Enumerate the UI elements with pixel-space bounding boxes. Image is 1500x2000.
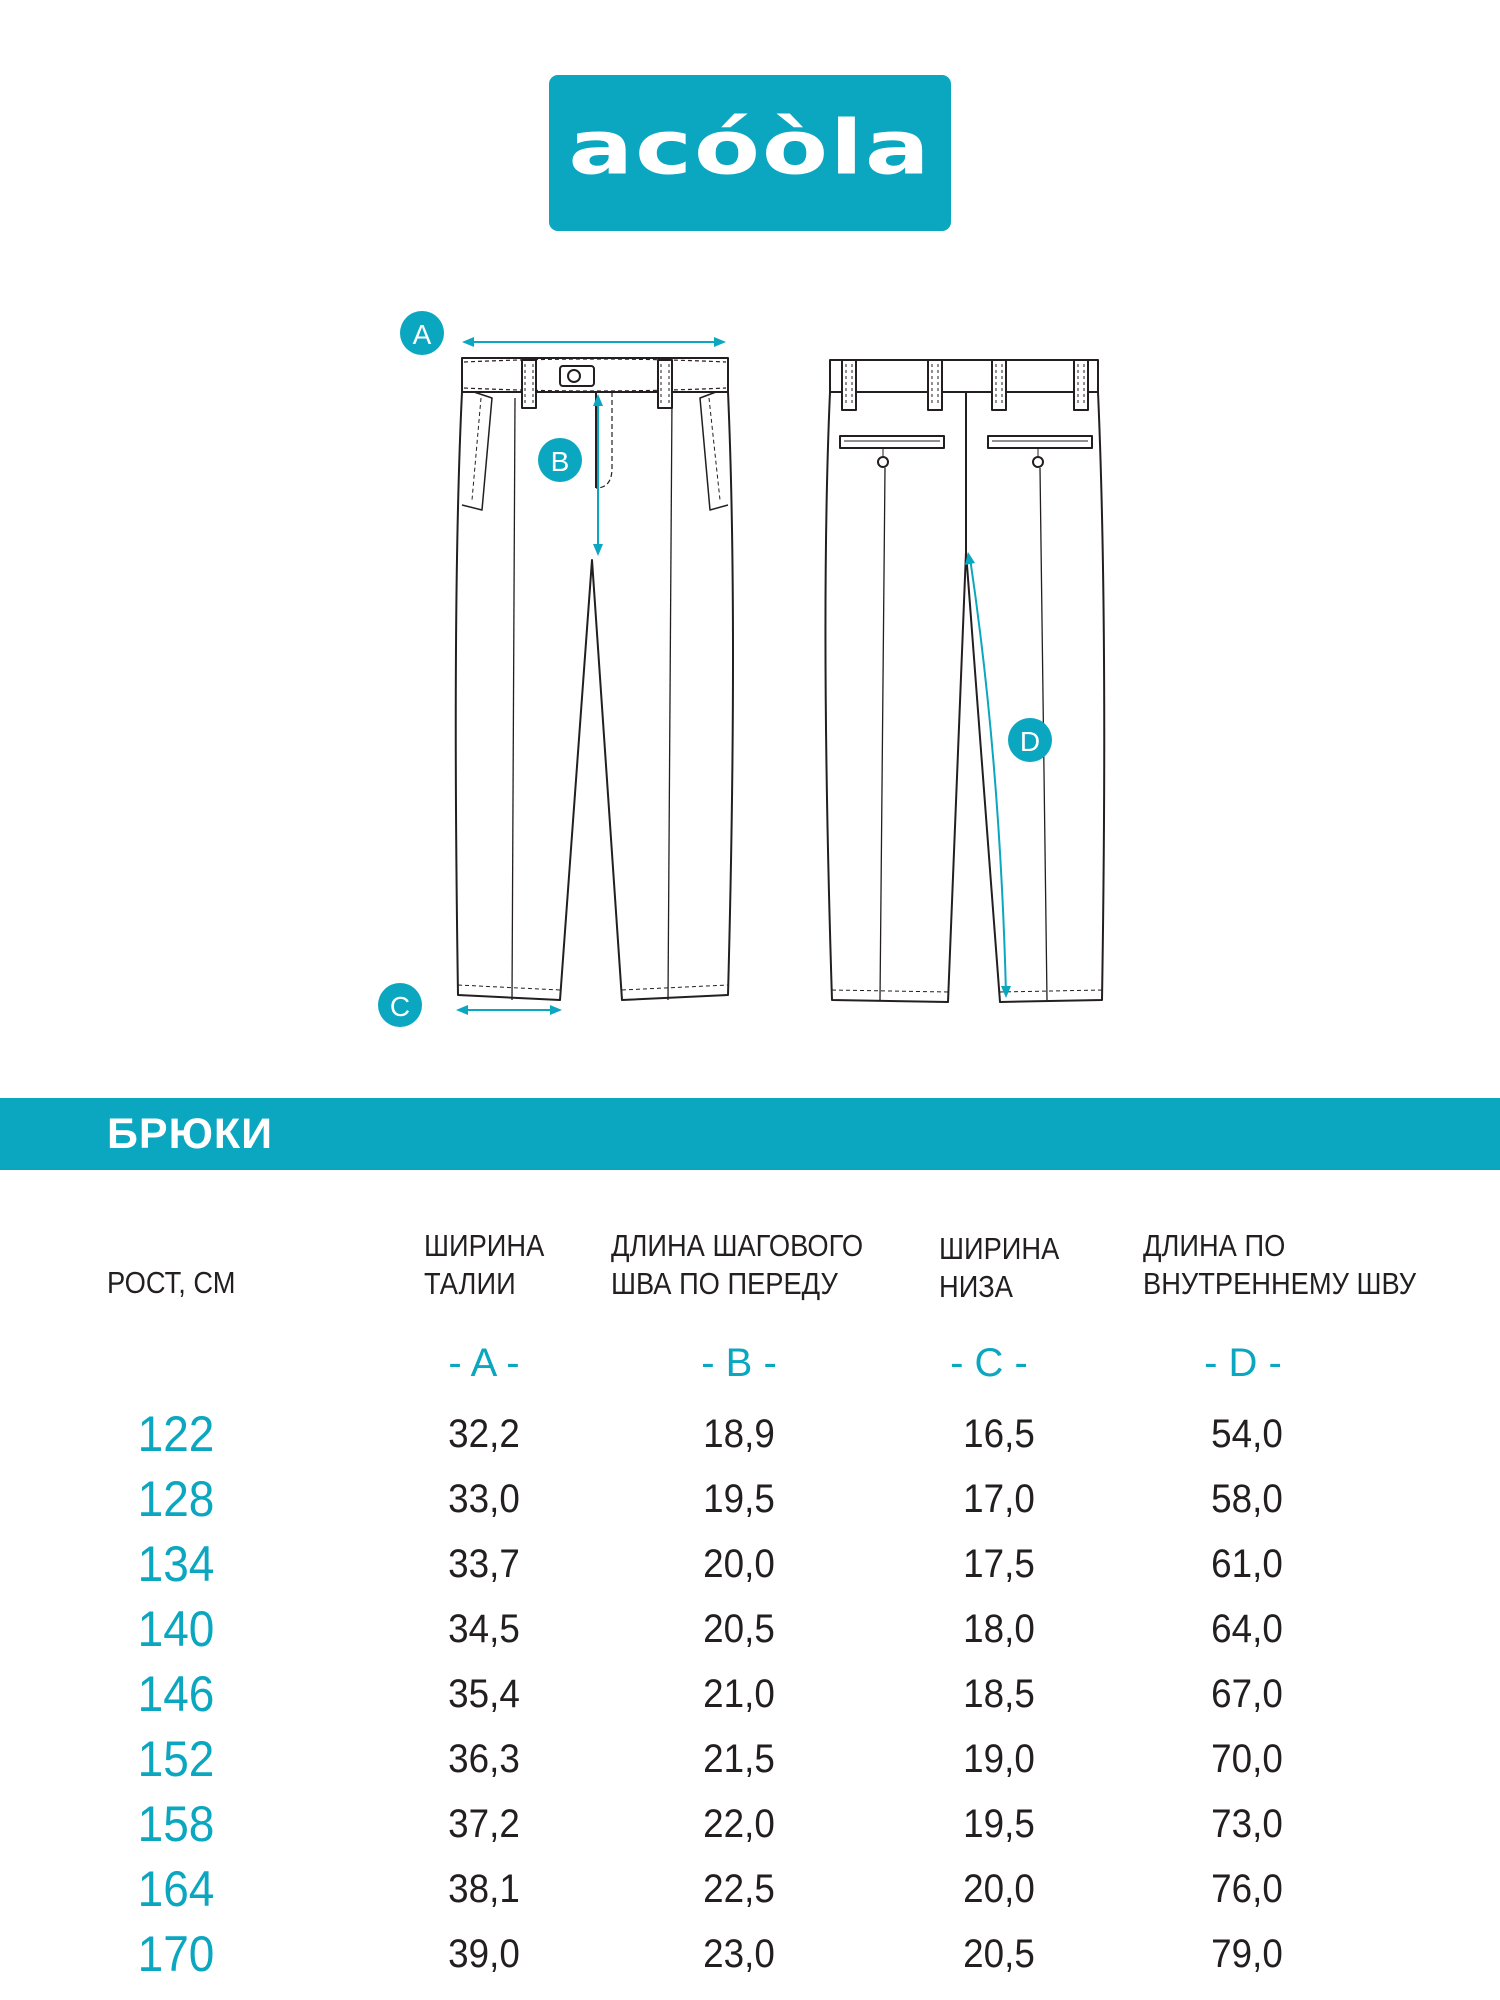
header-a-line-1: ШИРИНА bbox=[424, 1228, 545, 1263]
table-row bbox=[0, 1857, 1500, 1922]
table-row bbox=[0, 1467, 1500, 1532]
table-row bbox=[0, 1792, 1500, 1857]
cell-c: 17,0 bbox=[963, 1477, 1035, 1521]
cell-b: 21,0 bbox=[703, 1672, 775, 1716]
section-banner bbox=[0, 1098, 1500, 1170]
cell-a: 35,4 bbox=[448, 1672, 520, 1716]
cell-a: 37,2 bbox=[448, 1802, 520, 1846]
cell-a: 36,3 bbox=[448, 1737, 520, 1781]
cell-c: 19,5 bbox=[963, 1802, 1035, 1846]
marker-d-badge bbox=[1008, 718, 1052, 762]
marker-a-badge bbox=[400, 311, 444, 355]
marker-c-label: C bbox=[389, 991, 411, 1022]
header-c-line-1: ШИРИНА bbox=[939, 1231, 1060, 1266]
back-view bbox=[825, 360, 1104, 1002]
cell-a: 32,2 bbox=[448, 1412, 520, 1456]
table-row bbox=[0, 1922, 1500, 1987]
cell-height: 164 bbox=[137, 1861, 215, 1917]
cell-height: 152 bbox=[137, 1731, 215, 1787]
cell-height: 158 bbox=[137, 1796, 215, 1852]
table-row bbox=[0, 1597, 1500, 1662]
table-row bbox=[0, 1402, 1500, 1467]
header-a-line-2: ТАЛИИ bbox=[424, 1266, 516, 1301]
header-b-line-2: ШВА ПО ПЕРЕДУ bbox=[611, 1266, 838, 1301]
cell-c: 20,0 bbox=[963, 1867, 1035, 1911]
marker-d-label: D bbox=[1019, 726, 1041, 757]
front-view bbox=[456, 358, 733, 1000]
header-b-line-1: ДЛИНА ШАГОВОГО bbox=[611, 1228, 864, 1263]
marker-b-badge bbox=[538, 438, 582, 482]
cell-b: 23,0 bbox=[703, 1932, 775, 1976]
cell-a: 33,7 bbox=[448, 1542, 520, 1586]
cell-height: 134 bbox=[137, 1536, 215, 1592]
cell-b: 22,5 bbox=[703, 1867, 775, 1911]
header-d bbox=[1143, 1227, 1416, 1303]
cell-height: 146 bbox=[137, 1666, 215, 1722]
cell-b: 21,5 bbox=[703, 1737, 775, 1781]
cell-a: 34,5 bbox=[448, 1607, 520, 1651]
cell-a: 38,1 bbox=[448, 1867, 520, 1911]
table-row bbox=[0, 1662, 1500, 1727]
header-height-line-1: РОСТ, СМ bbox=[107, 1265, 236, 1300]
cell-height: 170 bbox=[137, 1926, 215, 1982]
cell-b: 22,0 bbox=[703, 1802, 775, 1846]
header-d-line-2: ВНУТРЕННЕМУ ШВУ bbox=[1143, 1266, 1417, 1301]
header-c-line-2: НИЗА bbox=[939, 1269, 1013, 1304]
marker-b-label: B bbox=[550, 446, 570, 477]
cell-height: 128 bbox=[137, 1471, 215, 1527]
cell-d: 61,0 bbox=[1211, 1542, 1283, 1586]
cell-c: 20,5 bbox=[963, 1932, 1035, 1976]
cell-d: 67,0 bbox=[1211, 1672, 1283, 1716]
cell-height: 140 bbox=[137, 1601, 215, 1657]
cell-c: 19,0 bbox=[963, 1737, 1035, 1781]
cell-d: 58,0 bbox=[1211, 1477, 1283, 1521]
cell-b: 20,0 bbox=[703, 1542, 775, 1586]
cell-a: 39,0 bbox=[448, 1932, 520, 1976]
cell-d: 64,0 bbox=[1211, 1607, 1283, 1651]
cell-d: 54,0 bbox=[1211, 1412, 1283, 1456]
header-d-line-1: ДЛИНА ПО bbox=[1143, 1228, 1286, 1263]
cell-a: 33,0 bbox=[448, 1477, 520, 1521]
column-letter-d: - D - bbox=[1204, 1341, 1282, 1385]
header-b bbox=[611, 1227, 863, 1303]
table-row bbox=[0, 1727, 1500, 1792]
brand-logo-text: acóòla bbox=[568, 104, 932, 192]
cell-c: 16,5 bbox=[963, 1412, 1035, 1456]
marker-a-label: A bbox=[412, 319, 432, 350]
header-height bbox=[107, 1264, 236, 1302]
column-letter-b: - B - bbox=[701, 1341, 777, 1385]
cell-height: 122 bbox=[137, 1406, 215, 1462]
table-row bbox=[0, 1532, 1500, 1597]
cell-d: 76,0 bbox=[1211, 1867, 1283, 1911]
column-letter-c: - C - bbox=[950, 1341, 1028, 1385]
marker-c-badge bbox=[378, 983, 422, 1027]
cell-b: 18,9 bbox=[703, 1412, 775, 1456]
cell-b: 20,5 bbox=[703, 1607, 775, 1651]
header-a bbox=[424, 1227, 544, 1303]
cell-d: 73,0 bbox=[1211, 1802, 1283, 1846]
column-letter-a: - A - bbox=[448, 1341, 520, 1385]
cell-d: 79,0 bbox=[1211, 1932, 1283, 1976]
cell-c: 18,0 bbox=[963, 1607, 1035, 1651]
cell-b: 19,5 bbox=[703, 1477, 775, 1521]
cell-d: 70,0 bbox=[1211, 1737, 1283, 1781]
cell-c: 18,5 bbox=[963, 1672, 1035, 1716]
section-title: БРЮКИ bbox=[107, 1110, 274, 1158]
header-c bbox=[939, 1230, 1059, 1306]
cell-c: 17,5 bbox=[963, 1542, 1035, 1586]
